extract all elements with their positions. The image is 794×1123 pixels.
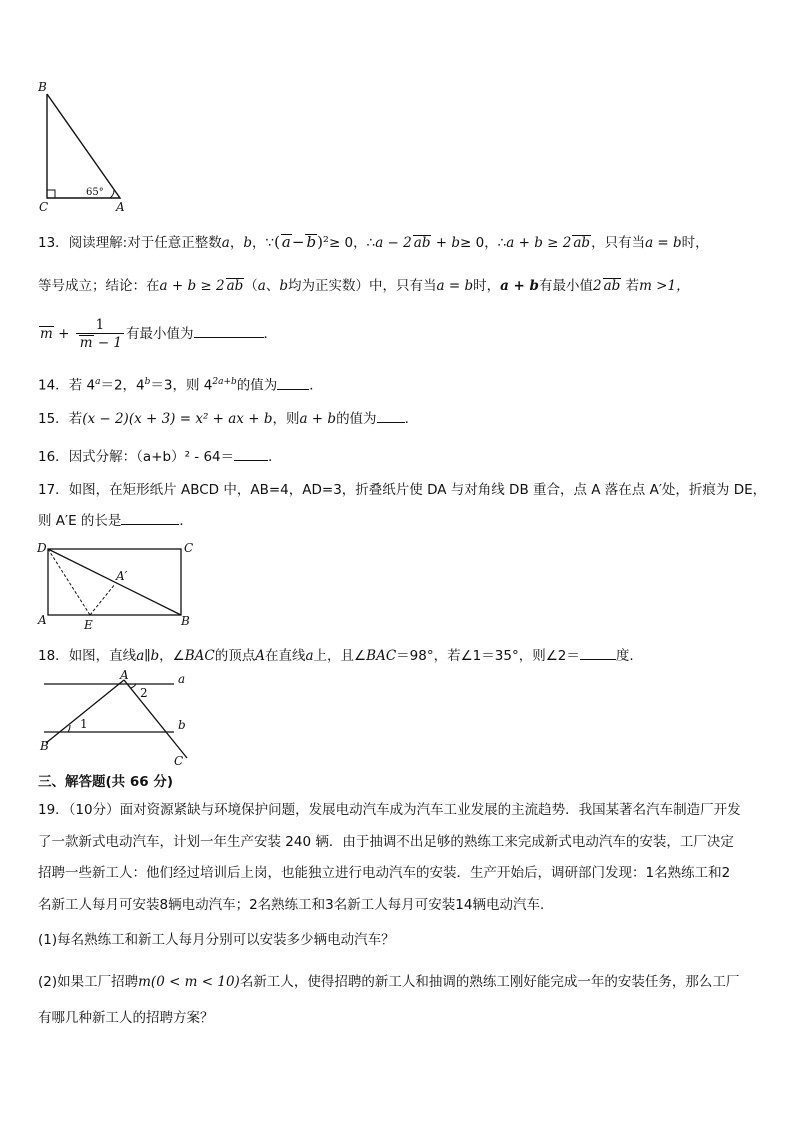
parallel-lines-figure xyxy=(32,668,202,768)
q13-line1: 13．阅读理解:对于任意正整数a，b，∵( a− b)²≥ 0，∴a − 2 ab + b≥ 0，∴a + b ≥ 2 ab，只有当a = b时， xyxy=(38,233,709,251)
lines-label-a-point: A xyxy=(120,668,129,682)
q16-line: 16．因式分解：（a+b）² - 64＝ ． xyxy=(38,446,282,467)
q19-line3: 招聘一些新工人：他们经过培训后上岗，也能独立进行电动汽车的安装．生产开始后，调研部门发现：1名熟练工和2 xyxy=(38,865,731,881)
q19-line2: 了一款新式电动汽车，计划一年生产安装 240 辆．由于抽调不出足够的熟练工来完成新式电动汽车的安装，工厂决定 xyxy=(38,834,734,850)
q13-expr3: a + b ≥ 2 ab xyxy=(506,235,591,251)
triangle-angle-label: 65° xyxy=(86,187,104,198)
rect-label-b: B xyxy=(181,614,190,628)
q14-line: 14．若 $4^a=2$，$4^b=3$，则 $4^{2a+b}$的值为 ． xyxy=(38,372,323,396)
lines-label-b-point: B xyxy=(40,739,49,753)
section3-heading: 三、解答题(共 66 分) xyxy=(38,774,174,790)
rect-label-d: D xyxy=(37,541,47,555)
q19-sub2-line1: (2)如果工厂招聘m(0 < m < 10)名新工人，使得招聘的新工人和抽调的熟练工刚好能完成一年的安装任务，那么工厂 xyxy=(38,974,740,990)
rect-label-e: E xyxy=(84,618,93,632)
lines-label-2: 2 xyxy=(140,686,148,700)
q17-answer-blank[interactable] xyxy=(121,510,179,525)
q13-fraction: $\frac{1}{m - 1}$ xyxy=(76,317,124,352)
rect-label-a: A xyxy=(38,613,47,627)
lines-label-b: b xyxy=(178,718,186,732)
q18-answer-blank[interactable] xyxy=(580,645,616,660)
q19-line4: 名新工人每月可安装8辆电动汽车；2名熟练工和3名新工人每月可安装14辆电动汽车． xyxy=(38,897,554,913)
q17-line2: 则 A′E 的长是 ． xyxy=(38,510,193,531)
rect-label-c: C xyxy=(184,541,194,555)
q13-line3: m + $\frac{1}{m - 1}$ 有最小值为 ． xyxy=(40,316,278,351)
q19-sub2-line2: 有哪几种新工人的招聘方案？ xyxy=(38,1010,214,1026)
q13-line2: 等号成立；结论：在a + b ≥ 2 ab（a、b均为正实数）中，只有当a = b时，a + b有最小值2 ab 若m >1， xyxy=(38,278,690,294)
triangle-label-b: B xyxy=(38,80,47,94)
lines-label-c: C xyxy=(174,754,184,768)
rectangle-figure xyxy=(32,538,202,634)
triangle-figure xyxy=(30,78,140,218)
q17-line1: 17．如图，在矩形纸片 ABCD 中，AB=4，AD=3，折叠纸片使 DA 与对角线 DB 重合，点 A 落在点 A′处，折痕为 DE， xyxy=(38,482,767,498)
q13-answer-blank[interactable] xyxy=(194,323,264,338)
lines-label-a: a xyxy=(178,672,186,686)
q13-expr5: 2 ab xyxy=(593,278,621,294)
q19-sub1: (1)每名熟练工和新工人每月分别可以安装多少辆电动汽车？ xyxy=(38,932,395,948)
q16-answer-blank[interactable] xyxy=(234,446,268,461)
lines-label-1: 1 xyxy=(80,717,88,731)
q13-expr6: m + xyxy=(40,326,74,342)
q18-line: 18．如图，直线a∥b，∠BAC的顶点A在直线a上，且∠BAC＝98°，若∠1＝35°，则∠2＝ 度. xyxy=(38,645,634,666)
q13-expr2: a − 2 ab + b xyxy=(375,235,461,251)
q15-answer-blank[interactable] xyxy=(377,408,405,423)
q13-expr1: ( a− b)² xyxy=(274,233,329,251)
triangle-label-a: A xyxy=(116,200,125,214)
q15-line: 15．若(x − 2)(x + 3) = x² + ax + b，则a + b的值为 . xyxy=(38,408,409,429)
q14-answer-blank[interactable] xyxy=(277,375,309,390)
q13-ab-bold: a + b xyxy=(500,278,539,294)
triangle-label-c: C xyxy=(39,200,49,214)
q13-expr4: a + b ≥ 2 ab xyxy=(159,278,244,294)
rect-label-a-prime: A′ xyxy=(116,569,128,583)
q19-line1: 19．（10分）面对资源紧缺与环境保护问题，发展电动汽车成为汽车工业发展的主流趋势．我国某著名汽车制造厂开发 xyxy=(38,802,741,818)
